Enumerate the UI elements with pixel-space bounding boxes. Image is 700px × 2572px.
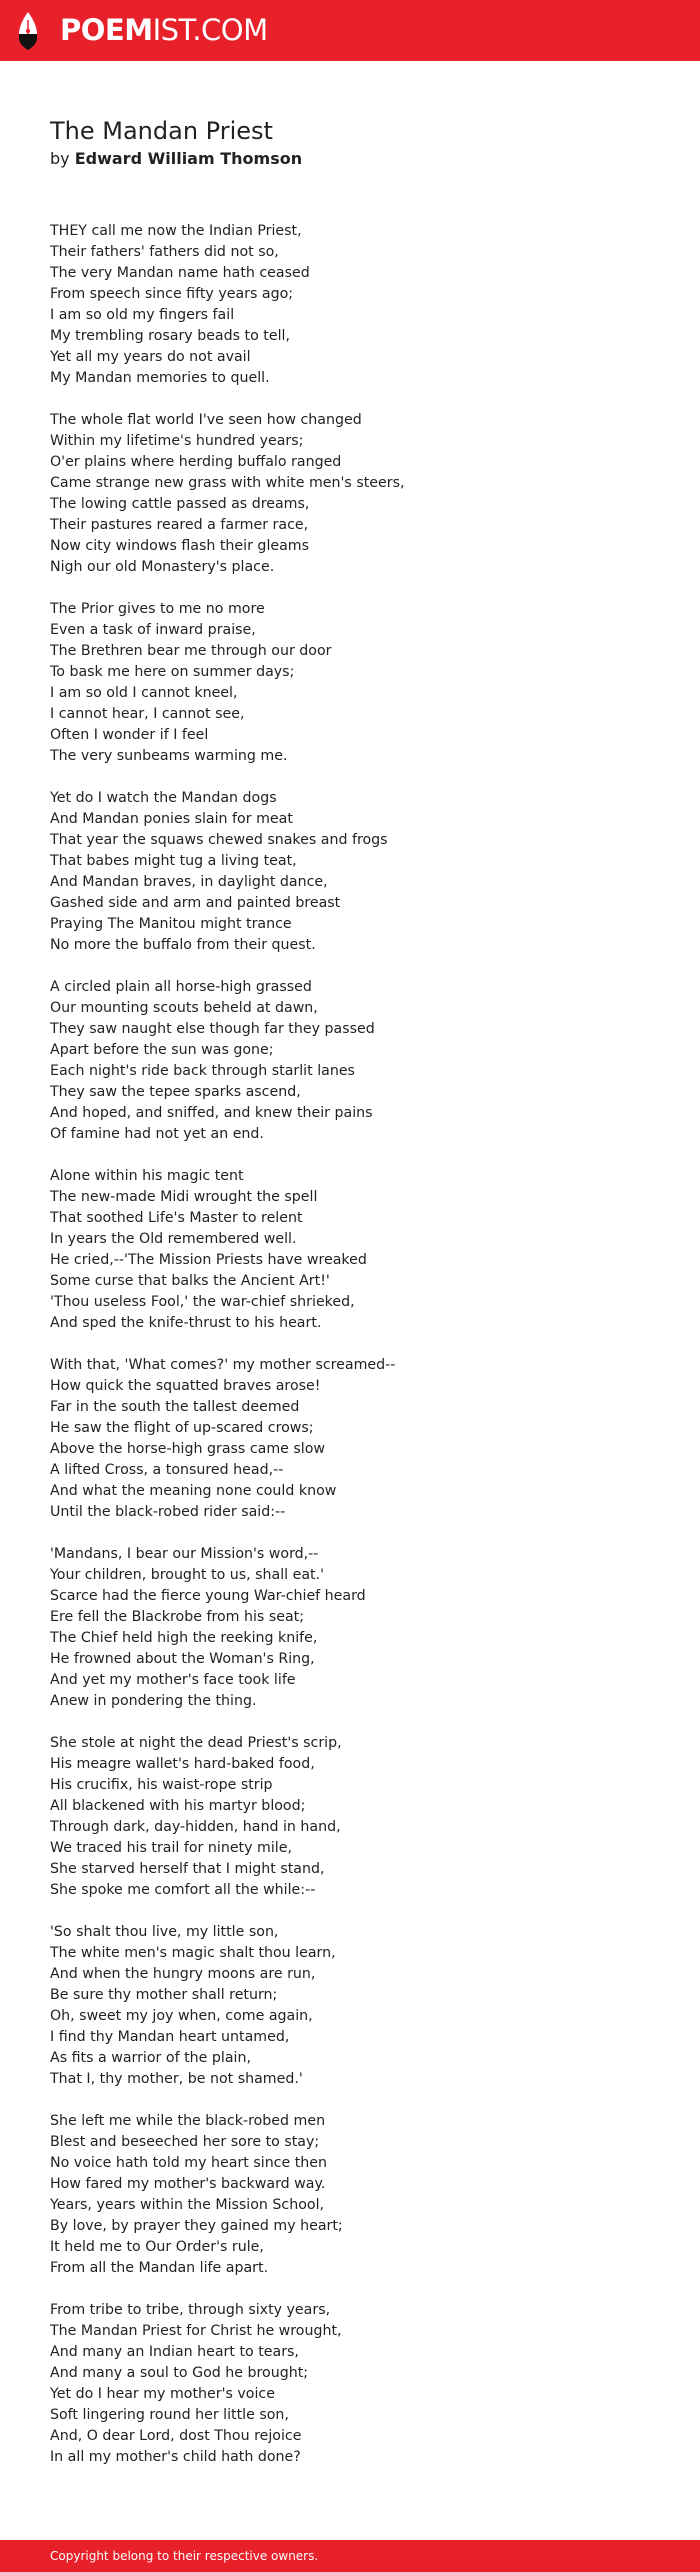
poem-line: And, O dear Lord, dost Thou rejoice bbox=[50, 2428, 302, 2444]
poem-line: Each night's ride back through starlit lanes bbox=[50, 1063, 355, 1079]
poem-line: Of famine had not yet an end. bbox=[50, 1126, 264, 1142]
stanza bbox=[50, 2300, 670, 2468]
poem-line: A lifted Cross, a tonsured head,-- bbox=[50, 1462, 284, 1478]
stanza bbox=[50, 977, 670, 1145]
poem-line: Came strange new grass with white men's steers, bbox=[50, 475, 405, 491]
poem-line: The Chief held high the reeking knife, bbox=[50, 1630, 318, 1646]
poem-line: The very sunbeams warming me. bbox=[50, 748, 288, 764]
poem-line: The lowing cattle passed as dreams, bbox=[50, 496, 310, 512]
poem-line: She stole at night the dead Priest's scrip, bbox=[50, 1735, 342, 1751]
copyright-text: Copyright belong to their respective owners. bbox=[50, 2549, 319, 2563]
stanza bbox=[50, 599, 670, 767]
poem-line: Anew in pondering the thing. bbox=[50, 1693, 257, 1709]
poem-line: 'Thou useless Fool,' the war-chief shrieked, bbox=[50, 1294, 355, 1310]
stanza bbox=[50, 1166, 670, 1334]
poem-line: With that, 'What comes?' my mother screamed-- bbox=[50, 1357, 396, 1373]
poem-line: Yet do I hear my mother's voice bbox=[50, 2386, 275, 2402]
poem-line: That I, thy mother, be not shamed.' bbox=[50, 2071, 303, 2087]
stanza bbox=[50, 2111, 670, 2279]
poem-line: No more the buffalo from their quest. bbox=[50, 937, 316, 953]
poem-line: From all the Mandan life apart. bbox=[50, 2260, 269, 2276]
poem-line: Their fathers' fathers did not so, bbox=[50, 244, 279, 260]
poem-line: My trembling rosary beads to tell, bbox=[50, 328, 290, 344]
site-header bbox=[0, 0, 700, 61]
poem-line: In all my mother's child hath done? bbox=[50, 2449, 301, 2465]
poem-line: The Brethren bear me through our door bbox=[50, 643, 332, 659]
poem-title: The Mandan Priest bbox=[50, 117, 273, 145]
poem-line: Within my lifetime's hundred years; bbox=[50, 433, 304, 449]
poem-line: I am so old my fingers fail bbox=[50, 307, 235, 323]
poem-line: Nigh our old Monastery's place. bbox=[50, 559, 275, 575]
poem-line: Ere fell the Blackrobe from his seat; bbox=[50, 1609, 304, 1625]
poem-line: And Mandan ponies slain for meat bbox=[50, 811, 293, 827]
poem-line: 'Mandans, I bear our Mission's word,-- bbox=[50, 1546, 319, 1562]
poem-line: We traced his trail for ninety mile, bbox=[50, 1840, 292, 1856]
poem-line: 'So shalt thou live, my little son, bbox=[50, 1924, 279, 1940]
poem-line: The new-made Midi wrought the spell bbox=[50, 1189, 318, 1205]
poem-line: Alone within his magic tent bbox=[50, 1168, 244, 1184]
poem-line: Through dark, day-hidden, hand in hand, bbox=[50, 1819, 341, 1835]
poem-line: And many a soul to God he brought; bbox=[50, 2365, 309, 2381]
poem-line: Now city windows flash their gleams bbox=[50, 538, 310, 554]
poem-line: Even a task of inward praise, bbox=[50, 622, 256, 638]
poem-line: Their pastures reared a farmer race, bbox=[50, 517, 309, 533]
poem-line: That soothed Life's Master to relent bbox=[50, 1210, 303, 1226]
poem-line: And yet my mother's face took life bbox=[50, 1672, 296, 1688]
poem-line: Years, years within the Mission School, bbox=[50, 2197, 325, 2213]
poem-line: He cried,--'The Mission Priests have wreaked bbox=[50, 1252, 367, 1268]
poem-line: And sped the knife-thrust to his heart. bbox=[50, 1315, 322, 1331]
poem-line: That babes might tug a living teat, bbox=[50, 853, 297, 869]
poem-line: Scarce had the fierce young War-chief heard bbox=[50, 1588, 366, 1604]
poem-line: The white men's magic shalt thou learn, bbox=[50, 1945, 336, 1961]
poem-line: And when the hungry moons are run, bbox=[50, 1966, 316, 1982]
poem-line: The very Mandan name hath ceased bbox=[50, 265, 310, 281]
poem-line: Praying The Manitou might trance bbox=[50, 916, 292, 932]
poem-line: Until the black-robed rider said:-- bbox=[50, 1504, 286, 1520]
stanza bbox=[50, 1544, 670, 1712]
pen-nib-icon bbox=[17, 11, 39, 51]
poem-line: And many an Indian heart to tears, bbox=[50, 2344, 299, 2360]
stanza bbox=[50, 221, 670, 389]
poem-line: I cannot hear, I cannot see, bbox=[50, 706, 245, 722]
poem-line: Some curse that balks the Ancient Art!' bbox=[50, 1273, 330, 1289]
poem-body bbox=[50, 221, 670, 2489]
poem-line: By love, by prayer they gained my heart; bbox=[50, 2218, 343, 2234]
poem-byline bbox=[50, 148, 302, 170]
by-label: by bbox=[50, 149, 70, 168]
poem-line: All blackened with his martyr blood; bbox=[50, 1798, 306, 1814]
poem-line: I am so old I cannot kneel, bbox=[50, 685, 238, 701]
poem-line: And hoped, and sniffed, and knew their pains bbox=[50, 1105, 373, 1121]
stanza bbox=[50, 1355, 670, 1523]
poem-line: THEY call me now the Indian Priest, bbox=[50, 223, 302, 239]
poem-line: As fits a warrior of the plain, bbox=[50, 2050, 251, 2066]
poem-line: She left me while the black-robed men bbox=[50, 2113, 326, 2129]
poem-line: Be sure thy mother shall return; bbox=[50, 1987, 278, 2003]
stanza bbox=[50, 1922, 670, 2090]
poem-line: To bask me here on summer days; bbox=[50, 664, 295, 680]
poem-line: They saw naught else though far they passed bbox=[50, 1021, 375, 1037]
poem-line: Yet all my years do not avail bbox=[50, 349, 251, 365]
stanza bbox=[50, 1733, 670, 1901]
poem-line: Above the horse-high grass came slow bbox=[50, 1441, 326, 1457]
poem-line: How quick the squatted braves arose! bbox=[50, 1378, 321, 1394]
site-logo[interactable]: POEMIST.COM bbox=[60, 13, 268, 47]
poem-line: Far in the south the tallest deemed bbox=[50, 1399, 300, 1415]
poem-line: Your children, brought to us, shall eat.' bbox=[50, 1567, 325, 1583]
author-name[interactable]: Edward William Thomson bbox=[74, 149, 303, 168]
poem-line: He saw the flight of up-scared crows; bbox=[50, 1420, 314, 1436]
poem-line: Oh, sweet my joy when, come again, bbox=[50, 2008, 313, 2024]
poem-line: She starved herself that I might stand, bbox=[50, 1861, 325, 1877]
poem-line: They saw the tepee sparks ascend, bbox=[50, 1084, 301, 1100]
poem-line: The Mandan Priest for Christ he wrought, bbox=[50, 2323, 342, 2339]
poem-line: His meagre wallet's hard-baked food, bbox=[50, 1756, 315, 1772]
poem-line: Blest and beseeched her sore to stay; bbox=[50, 2134, 320, 2150]
poem-line: In years the Old remembered well. bbox=[50, 1231, 297, 1247]
poem-line: My Mandan memories to quell. bbox=[50, 370, 270, 386]
poem-line: It held me to Our Order's rule, bbox=[50, 2239, 264, 2255]
poem-line: And Mandan braves, in daylight dance, bbox=[50, 874, 328, 890]
poem-line: Soft lingering round her little son, bbox=[50, 2407, 289, 2423]
poem-line: No voice hath told my heart since then bbox=[50, 2155, 327, 2171]
poem-line: Gashed side and arm and painted breast bbox=[50, 895, 341, 911]
poem-line: The whole flat world I've seen how changed bbox=[50, 412, 362, 428]
poem-line: And what the meaning none could know bbox=[50, 1483, 337, 1499]
stanza bbox=[50, 410, 670, 578]
poem-line: That year the squaws chewed snakes and frogs bbox=[50, 832, 388, 848]
poem-line: From speech since fifty years ago; bbox=[50, 286, 294, 302]
poem-line: Yet do I watch the Mandan dogs bbox=[50, 790, 277, 806]
poem-line: Often I wonder if I feel bbox=[50, 727, 209, 743]
poem-line: His crucifix, his waist-rope strip bbox=[50, 1777, 273, 1793]
poem-line: She spoke me comfort all the while:-- bbox=[50, 1882, 316, 1898]
poem-line: Apart before the sun was gone; bbox=[50, 1042, 274, 1058]
poem-line: The Prior gives to me no more bbox=[50, 601, 265, 617]
poem-line: O'er plains where herding buffalo ranged bbox=[50, 454, 342, 470]
poem-line: From tribe to tribe, through sixty years, bbox=[50, 2302, 331, 2318]
poem-line: I find thy Mandan heart untamed, bbox=[50, 2029, 290, 2045]
poem-line: Our mounting scouts beheld at dawn, bbox=[50, 1000, 318, 1016]
poem-line: A circled plain all horse-high grassed bbox=[50, 979, 312, 995]
stanza bbox=[50, 788, 670, 956]
poem-line: How fared my mother's backward way. bbox=[50, 2176, 326, 2192]
poem-line: He frowned about the Woman's Ring, bbox=[50, 1651, 315, 1667]
site-footer bbox=[0, 2540, 700, 2572]
